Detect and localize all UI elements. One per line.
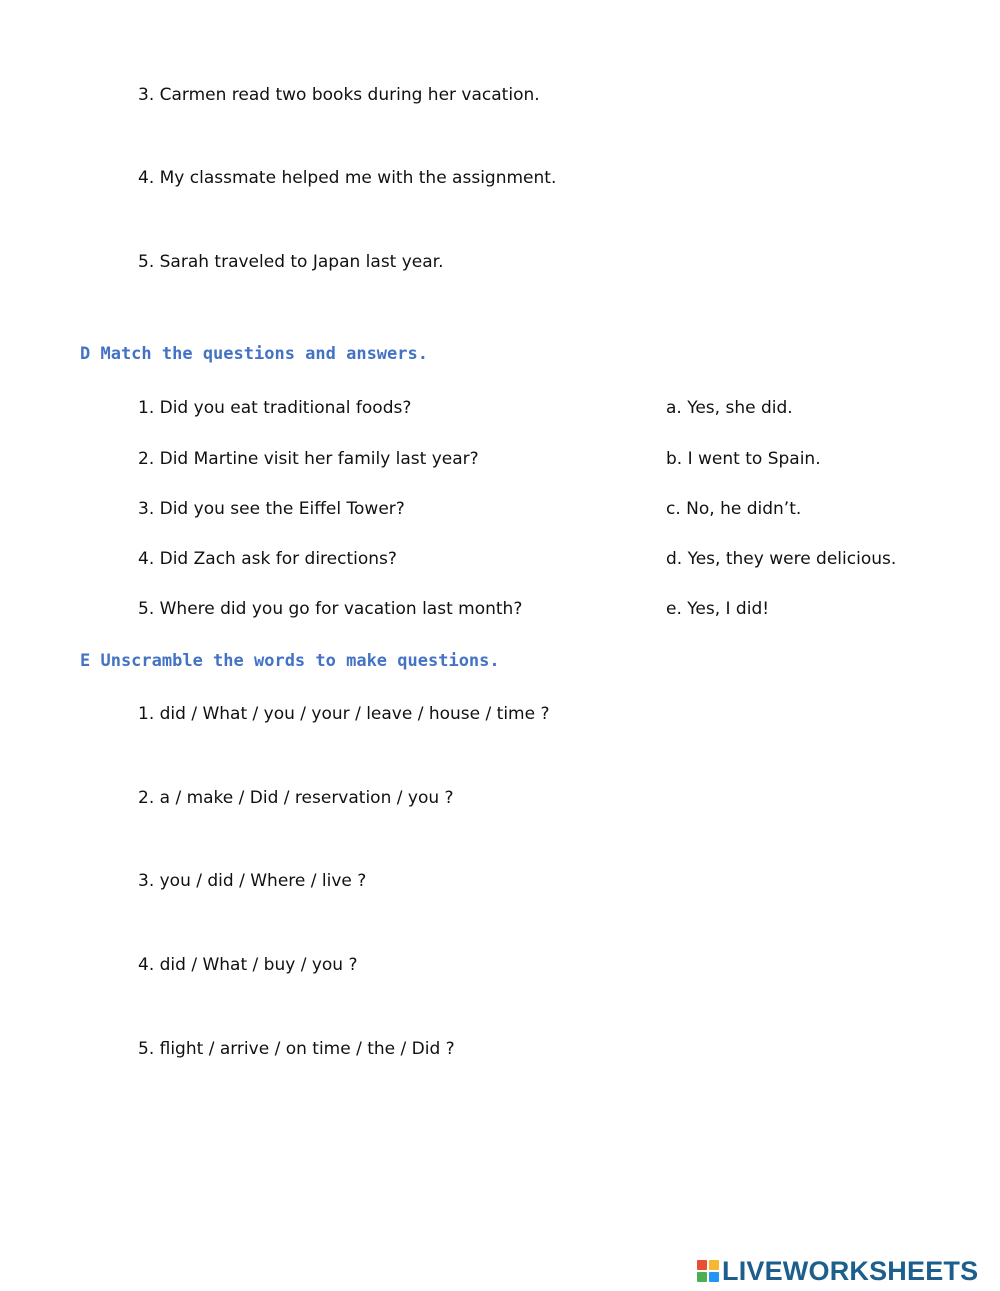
sentence-c-3: 3. Carmen read two books during her vacation. [138, 85, 540, 105]
match-question-2: 2. Did Martine visit her family last year? [138, 449, 479, 469]
unscramble-item-4: 4. did / What / buy / you ? [138, 955, 358, 975]
sentence-c-5: 5. Sarah traveled to Japan last year. [138, 252, 444, 272]
match-answer-e: e. Yes, I did! [666, 599, 770, 619]
logo-blocks-icon [697, 1260, 719, 1282]
match-question-4: 4. Did Zach ask for directions? [138, 549, 397, 569]
match-answer-a: a. Yes, she did. [666, 398, 793, 418]
match-question-5: 5. Where did you go for vacation last month? [138, 599, 523, 619]
sentence-c-4: 4. My classmate helped me with the assignment. [138, 168, 557, 188]
logo-block-l [697, 1260, 707, 1270]
section-e-heading: E Unscramble the words to make questions. [80, 651, 500, 671]
match-question-1: 1. Did you eat traditional foods? [138, 398, 412, 418]
match-answer-c: c. No, he didn’t. [666, 499, 802, 519]
unscramble-item-5: 5. flight / arrive / on time / the / Did ? [138, 1039, 455, 1059]
logo-block-v [697, 1272, 707, 1282]
liveworksheets-logo [697, 1257, 978, 1285]
unscramble-item-1: 1. did / What / you / your / leave / house / time ? [138, 704, 550, 724]
unscramble-item-2: 2. a / make / Did / reservation / you ? [138, 788, 454, 808]
match-question-3: 3. Did you see the Eiffel Tower? [138, 499, 405, 519]
section-d-heading: D Match the questions and answers. [80, 344, 428, 364]
unscramble-item-3: 3. you / did / Where / live ? [138, 871, 367, 891]
match-answer-d: d. Yes, they were delicious. [666, 549, 897, 569]
match-answer-b: b. I went to Spain. [666, 449, 821, 469]
logo-text: LIVEWORKSHEETS [722, 1255, 979, 1286]
logo-block-i [709, 1260, 719, 1270]
logo-block-e [709, 1272, 719, 1282]
